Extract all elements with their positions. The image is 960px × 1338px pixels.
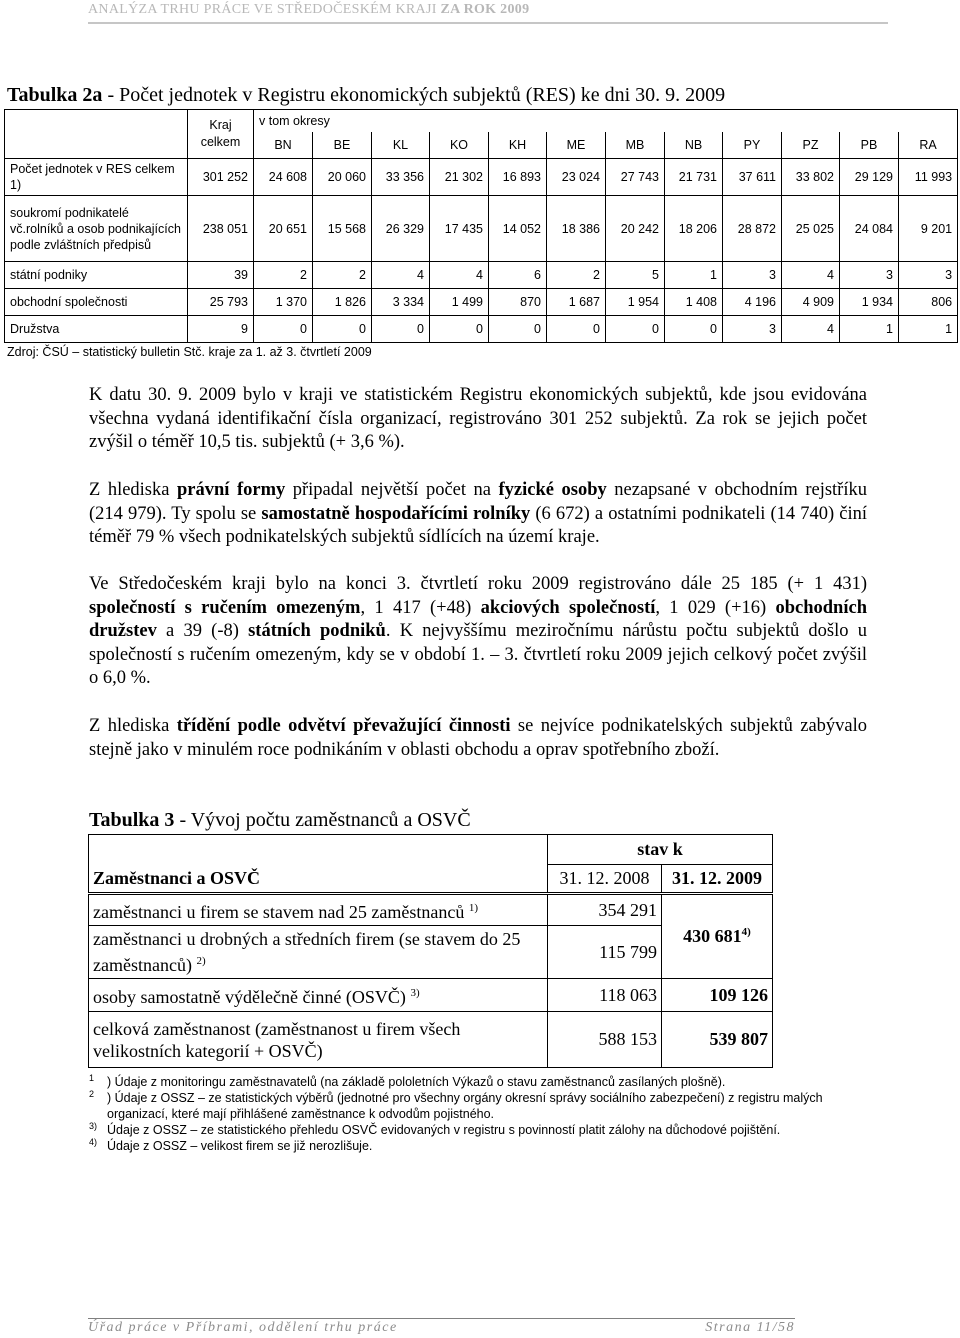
row-label: soukromí podnikatelé vč.rolníků a osob podnikajících podle zvláštních předpisů: [5, 196, 188, 262]
cell: 4: [372, 262, 430, 289]
cell: 2: [313, 262, 372, 289]
row-label: [89, 979, 548, 1012]
cell: 20 242: [606, 196, 665, 262]
row-label: Družstva: [5, 316, 188, 343]
footnote: [89, 1138, 849, 1154]
footnote-text: Údaje z OSSZ – ze statistického přehledu OSVČ evidovaných v registru s povinností platit zálohy na důchodové pojištění.: [107, 1123, 781, 1137]
text: Z hlediska: [89, 716, 177, 736]
cell: 17 435: [430, 196, 489, 262]
paragraph-2: [89, 479, 867, 550]
district-header: KL: [372, 132, 430, 159]
cell: 4: [782, 316, 840, 343]
district-header: BE: [313, 132, 372, 159]
cell: 20 651: [254, 196, 313, 262]
district-header: MB: [606, 132, 665, 159]
row-label: Počet jednotek v RES celkem 1): [5, 159, 188, 196]
cell: 15 568: [313, 196, 372, 262]
row-label: obchodní společnosti: [5, 289, 188, 316]
cell: 2: [547, 262, 606, 289]
cell: 11 993: [899, 159, 958, 196]
footnote-mark: 2): [196, 955, 206, 967]
cell: 354 291: [548, 894, 662, 926]
bold-text: společností s ručením omezeným: [89, 597, 361, 618]
cell: 539 807: [662, 1012, 773, 1068]
district-header: NB: [665, 132, 723, 159]
cell-kraj: 9: [188, 316, 254, 343]
cell: 3: [723, 262, 782, 289]
bold-text: státních podniků: [248, 621, 386, 641]
footnote-text: Údaje z OSSZ – velikost firem se již nerozlišuje.: [107, 1139, 373, 1153]
district-header: PY: [723, 132, 782, 159]
cell: 25 025: [782, 196, 840, 262]
table-row: [5, 316, 958, 343]
district-header: KH: [489, 132, 547, 159]
cell: 33 802: [782, 159, 840, 196]
table-row: [5, 196, 958, 262]
cell: 6: [489, 262, 547, 289]
cell: 4 909: [782, 289, 840, 316]
footnote-text: ) Údaje z monitoringu zaměstnavatelů (na základě pololetních Výkazů o stavu zaměstnanců zasílaných plošně).: [107, 1075, 726, 1089]
district-header: BN: [254, 132, 313, 159]
table2-kraj-header: Kraj celkem: [188, 110, 254, 159]
text: (6 672) a ostatními podnikateli (14 740) činí téměř 79 % všech podnikatelských subjektů sídlících na území kraje.: [89, 503, 868, 547]
footnote-text-cont: organizací, které mají přihlášené zaměstnance k odvodům pojistného.: [107, 1107, 495, 1121]
page-number: Strana 11/58: [705, 1320, 795, 1335]
cell: 1 408: [665, 289, 723, 316]
cell: 18 386: [547, 196, 606, 262]
cell: 1: [840, 316, 899, 343]
running-header-year: ZA ROK 2009: [440, 2, 530, 17]
district-header: ME: [547, 132, 606, 159]
table-row: [5, 262, 958, 289]
cell: 29 129: [840, 159, 899, 196]
cell: 33 356: [372, 159, 430, 196]
cell: 5: [606, 262, 665, 289]
footer-rule: [88, 1318, 795, 1319]
paragraph-1: K datu 30. 9. 2009 bylo v kraji ve statistickém Registru ekonomických subjektů, kde jsou evidována všechna vydaná identifikační čísla organizací, registrováno 301 252 subjektů. Za rok se jejich počet zvýšil o téměř 10,5 tis. subjektů (+ 3,6 %).: [89, 385, 867, 452]
cell: 24 608: [254, 159, 313, 196]
cell: 0: [547, 316, 606, 343]
bold-text: třídění podle odvětví převažující činnosti: [176, 716, 511, 736]
text: se nejvíce podnikatelských subjektů zabývalo stejně jako v minulém roce podnikáním v oblasti obchodu a oprav spotřebního zboží.: [89, 716, 868, 760]
footnote-mark: 3): [89, 1121, 98, 1131]
table3-title: [89, 809, 471, 832]
cell: 26 329: [372, 196, 430, 262]
table3: [88, 834, 773, 1068]
cell-kraj: 301 252: [188, 159, 254, 196]
label-text: osoby samostatně výdělečně činné (OSVČ): [93, 987, 406, 1007]
paragraph-4: [89, 715, 867, 762]
page-footer: [88, 1320, 795, 1336]
footnote-mark: 1: [89, 1073, 95, 1083]
table-row: [5, 289, 958, 316]
cell: 0: [254, 316, 313, 343]
table2-corner: [5, 110, 188, 159]
text: , 1 029 (+16): [655, 597, 776, 618]
cell: 1 370: [254, 289, 313, 316]
footnote-mark: 3): [410, 987, 420, 999]
text: nezapsané v obchodním rejstříku (214 979). Ty spolu se: [89, 480, 867, 524]
cell: 1: [899, 316, 958, 343]
text: Z hlediska: [89, 480, 177, 500]
cell: 1 826: [313, 289, 372, 316]
cell: 0: [606, 316, 665, 343]
cell: 3: [899, 262, 958, 289]
cell: 28 872: [723, 196, 782, 262]
cell: 3: [840, 262, 899, 289]
cell: 21 302: [430, 159, 489, 196]
table3-corner: [89, 835, 548, 865]
cell: 18 206: [665, 196, 723, 262]
cell: 588 153: [548, 1012, 662, 1068]
district-header: KO: [430, 132, 489, 159]
table-row: [89, 894, 773, 926]
cell: 1 934: [840, 289, 899, 316]
cell-kraj: 25 793: [188, 289, 254, 316]
footnote: [89, 1122, 849, 1138]
row-label: [89, 926, 548, 979]
label-text: zaměstnanci u firem se stavem nad 25 zaměstnanců: [93, 902, 465, 922]
cell: 14 052: [489, 196, 547, 262]
table2-title: [7, 84, 725, 107]
cell-kraj: 39: [188, 262, 254, 289]
cell: 3 334: [372, 289, 430, 316]
cell: 115 799: [548, 926, 662, 979]
table3-col-2009: 31. 12. 2009: [662, 865, 773, 894]
value-text: 430 681: [683, 926, 742, 946]
bold-text: právní formy: [177, 480, 286, 500]
cell: 0: [665, 316, 723, 343]
cell: 4 196: [723, 289, 782, 316]
cell: 1: [665, 262, 723, 289]
table2-okresy-header: v tom okresy: [254, 110, 958, 132]
text: . K nejvyššímu meziročnímu nárůstu počtu subjektů došlo u společností s ručením omezeným, kdy se v období 1. – 3. čtvrtletí roku 2009 jejich celkový počet zvýšil o 6,0 %.: [89, 621, 867, 688]
cell: 23 024: [547, 159, 606, 196]
footnote-mark: 4): [741, 926, 751, 938]
cell: 118 063: [548, 979, 662, 1012]
table3-title-bold: Tabulka 3: [89, 809, 175, 831]
text: Ve Středočeském kraji bylo na konci 3. čtvrtletí roku 2009 registrováno dále 25 185 (+ 1 431): [89, 574, 867, 594]
table-row: [5, 159, 958, 196]
cell: 109 126: [662, 979, 773, 1012]
bold-text: fyzické osoby: [498, 480, 607, 500]
cell-kraj: 238 051: [188, 196, 254, 262]
footnote: [89, 1074, 849, 1090]
cell: 1 499: [430, 289, 489, 316]
cell: 21 731: [665, 159, 723, 196]
table2-title-bold: Tabulka 2a: [7, 84, 103, 106]
header-rule: [88, 22, 888, 24]
label-text: zaměstnanci u drobných a středních firem (se stavem do 25 zaměstnanců): [93, 929, 521, 975]
cell: 4: [430, 262, 489, 289]
footnotes: [89, 1074, 849, 1154]
cell: 0: [372, 316, 430, 343]
cell: 1 687: [547, 289, 606, 316]
table3-row-header: Zaměstnanci a OSVČ: [89, 865, 548, 894]
table3-stav-k: stav k: [548, 835, 773, 865]
running-header-title: ANALÝZA TRHU PRÁCE VE STŘEDOČESKÉM KRAJI: [88, 2, 437, 17]
cell: 37 611: [723, 159, 782, 196]
row-label: státní podniky: [5, 262, 188, 289]
table-row: [89, 979, 773, 1012]
text: , 1 417 (+48): [360, 597, 481, 618]
cell: 27 743: [606, 159, 665, 196]
footnote-mark: 2: [89, 1089, 95, 1099]
cell: 2: [254, 262, 313, 289]
row-label: celková zaměstnanost (zaměstnanost u firem všech velikostních kategorií + OSVČ): [89, 1012, 548, 1068]
cell: 3: [723, 316, 782, 343]
bold-text: akciových společností: [480, 597, 656, 618]
paragraph-3: [89, 573, 867, 691]
cell: 24 084: [840, 196, 899, 262]
bold-text: samostatně hospodařícími rolníky: [261, 503, 531, 524]
bold-text: obchodních družstev: [89, 597, 867, 641]
footnote: [89, 1090, 849, 1122]
table-row: [89, 1012, 773, 1068]
footnote-mark: 4): [89, 1137, 98, 1147]
cell: 16 893: [489, 159, 547, 196]
cell: 806: [899, 289, 958, 316]
table2-title-rest: - Počet jednotek v Registru ekonomických subjektů (RES) ke dni 30. 9. 2009: [102, 84, 726, 106]
table3-col-2008: 31. 12. 2008: [548, 865, 662, 894]
cell: 0: [313, 316, 372, 343]
cell: 870: [489, 289, 547, 316]
text: a 39 (-8): [156, 621, 249, 641]
running-header: [88, 2, 888, 18]
table3-title-rest: - Vývoj počtu zaměstnanců a OSVČ: [174, 809, 471, 831]
cell: 4: [782, 262, 840, 289]
text: připadal největší počet na: [285, 480, 499, 500]
cell-merged: [662, 894, 773, 979]
cell: 0: [430, 316, 489, 343]
row-label: [89, 894, 548, 926]
cell: 1 954: [606, 289, 665, 316]
cell: 9 201: [899, 196, 958, 262]
cell: 20 060: [313, 159, 372, 196]
table2-source: Zdroj: ČSÚ – statistický bulletin Stč. kraje za 1. až 3. čtvrtletí 2009: [7, 345, 372, 359]
table2: [4, 109, 958, 343]
district-header: PB: [840, 132, 899, 159]
footer-office: Úřad práce v Příbrami, oddělení trhu práce: [88, 1320, 398, 1335]
footnote-mark: 1): [468, 902, 479, 914]
footnote-text: ) Údaje z OSSZ – ze statistických výběrů (jednotné pro všechny orgány okresní správy sociálního zabezpečení) z registru malých: [107, 1091, 823, 1105]
cell: 0: [489, 316, 547, 343]
district-header: PZ: [782, 132, 840, 159]
district-header: RA: [899, 132, 958, 159]
